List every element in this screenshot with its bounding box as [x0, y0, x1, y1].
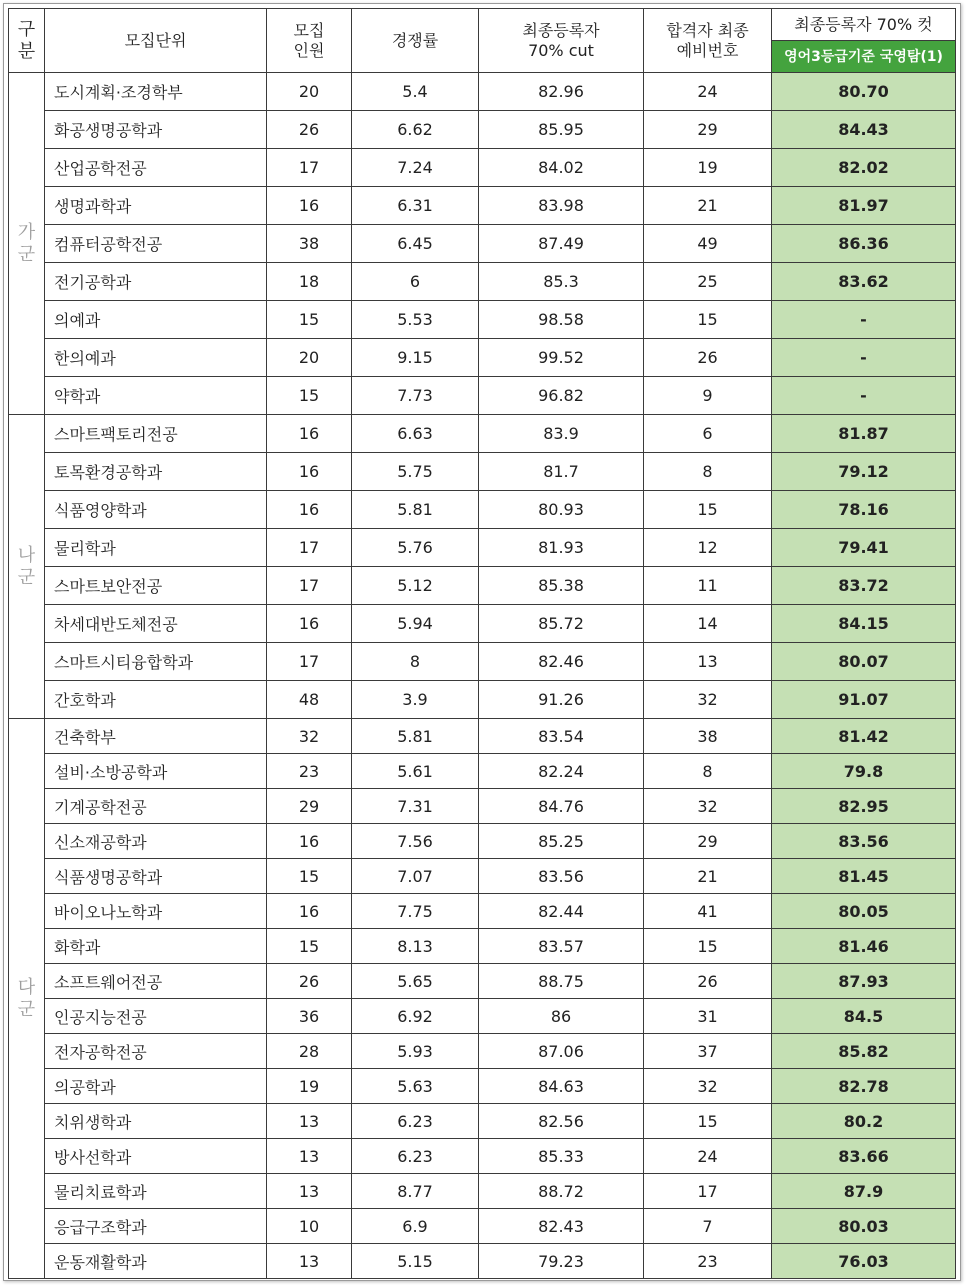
- unit-cell: 스마트팩토리전공: [45, 415, 267, 453]
- cut70-kor-cell: 87.93: [772, 964, 956, 999]
- cut70-cell: 82.46: [479, 643, 644, 681]
- table-row: [9, 567, 956, 605]
- quota-cell: 23: [267, 754, 352, 789]
- group-label: [9, 73, 45, 415]
- header-unit: 모집단위: [45, 9, 267, 73]
- cut70-cell: 98.58: [479, 301, 644, 339]
- header-reserve: [644, 9, 772, 73]
- rate-cell: 7.75: [352, 894, 479, 929]
- cut70-kor-cell: 83.66: [772, 1139, 956, 1174]
- reserve-cell: 14: [644, 605, 772, 643]
- group-label: [9, 719, 45, 1279]
- rate-cell: 6.23: [352, 1139, 479, 1174]
- table-row: [9, 824, 956, 859]
- group-label-char: 군: [17, 998, 36, 1020]
- cut70-cell: 83.56: [479, 859, 644, 894]
- cut70-cell: 99.52: [479, 339, 644, 377]
- reserve-cell: 24: [644, 1139, 772, 1174]
- unit-cell: 간호학과: [45, 681, 267, 719]
- unit-cell: 한의예과: [45, 339, 267, 377]
- cut70-kor-cell: 81.42: [772, 719, 956, 754]
- cut70-cell: 96.82: [479, 377, 644, 415]
- quota-cell: 15: [267, 377, 352, 415]
- quota-cell: 19: [267, 1069, 352, 1104]
- cut70-cell: 85.95: [479, 111, 644, 149]
- unit-cell: 차세대반도체전공: [45, 605, 267, 643]
- group-label-char: 나: [17, 544, 36, 566]
- cut70-cell: 87.49: [479, 225, 644, 263]
- cut70-cell: 85.3: [479, 263, 644, 301]
- table-row: [9, 225, 956, 263]
- quota-cell: 38: [267, 225, 352, 263]
- unit-cell: 의예과: [45, 301, 267, 339]
- reserve-cell: 8: [644, 453, 772, 491]
- table-row: [9, 415, 956, 453]
- reserve-cell: 21: [644, 859, 772, 894]
- reserve-cell: 6: [644, 415, 772, 453]
- unit-cell: 의공학과: [45, 1069, 267, 1104]
- header-cut70: [479, 9, 644, 73]
- cut70-cell: 91.26: [479, 681, 644, 719]
- rate-cell: 6.23: [352, 1104, 479, 1139]
- quota-cell: 15: [267, 929, 352, 964]
- table-row: [9, 1209, 956, 1244]
- unit-cell: 건축학부: [45, 719, 267, 754]
- cut70-cell: 84.63: [479, 1069, 644, 1104]
- table-row: [9, 377, 956, 415]
- header-quota-2: 인원: [293, 40, 325, 60]
- header-cut70-kor: 최종등록자 70% 컷: [772, 9, 956, 41]
- table-row: [9, 529, 956, 567]
- unit-cell: 식품영양학과: [45, 491, 267, 529]
- reserve-cell: 12: [644, 529, 772, 567]
- table-row: [9, 681, 956, 719]
- reserve-cell: 8: [644, 754, 772, 789]
- reserve-cell: 32: [644, 681, 772, 719]
- unit-cell: 신소재공학과: [45, 824, 267, 859]
- reserve-cell: 26: [644, 964, 772, 999]
- reserve-cell: 15: [644, 1104, 772, 1139]
- quota-cell: 26: [267, 111, 352, 149]
- cut70-kor-cell: 83.72: [772, 567, 956, 605]
- table-row: [9, 894, 956, 929]
- rate-cell: 5.65: [352, 964, 479, 999]
- unit-cell: 화학과: [45, 929, 267, 964]
- reserve-cell: 38: [644, 719, 772, 754]
- table-row: [9, 1104, 956, 1139]
- quota-cell: 10: [267, 1209, 352, 1244]
- cut70-cell: 86: [479, 999, 644, 1034]
- cut70-kor-cell: 84.15: [772, 605, 956, 643]
- header-reserve-1: 합격자 최종: [666, 20, 749, 40]
- cut70-kor-cell: -: [772, 301, 956, 339]
- rate-cell: 7.56: [352, 824, 479, 859]
- rate-cell: 5.94: [352, 605, 479, 643]
- quota-cell: 15: [267, 859, 352, 894]
- unit-cell: 물리학과: [45, 529, 267, 567]
- cut70-cell: 82.44: [479, 894, 644, 929]
- cut70-cell: 84.76: [479, 789, 644, 824]
- rate-cell: 7.31: [352, 789, 479, 824]
- cut70-cell: 82.96: [479, 73, 644, 111]
- table-row: [9, 73, 956, 111]
- table-row: [9, 1174, 956, 1209]
- cut70-cell: 87.06: [479, 1034, 644, 1069]
- quota-cell: 13: [267, 1244, 352, 1279]
- rate-cell: 5.81: [352, 491, 479, 529]
- cut70-cell: 82.24: [479, 754, 644, 789]
- header-quota: [267, 9, 352, 73]
- rate-cell: 5.61: [352, 754, 479, 789]
- unit-cell: 전기공학과: [45, 263, 267, 301]
- rate-cell: 5.53: [352, 301, 479, 339]
- cut70-kor-cell: 81.97: [772, 187, 956, 225]
- rate-cell: 5.76: [352, 529, 479, 567]
- unit-cell: 도시계획·조경학부: [45, 73, 267, 111]
- cut70-cell: 81.93: [479, 529, 644, 567]
- cut70-kor-cell: 79.8: [772, 754, 956, 789]
- table-row: [9, 1244, 956, 1279]
- quota-cell: 13: [267, 1104, 352, 1139]
- table-row: [9, 789, 956, 824]
- reserve-cell: 29: [644, 111, 772, 149]
- cut70-kor-cell: 81.87: [772, 415, 956, 453]
- rate-cell: 5.63: [352, 1069, 479, 1104]
- rate-cell: 7.73: [352, 377, 479, 415]
- cut70-kor-cell: 82.95: [772, 789, 956, 824]
- header-gubun-2: 분: [17, 40, 36, 62]
- cut70-kor-cell: -: [772, 377, 956, 415]
- cut70-kor-cell: 80.05: [772, 894, 956, 929]
- quota-cell: 13: [267, 1174, 352, 1209]
- reserve-cell: 15: [644, 491, 772, 529]
- unit-cell: 치위생학과: [45, 1104, 267, 1139]
- unit-cell: 물리치료학과: [45, 1174, 267, 1209]
- group-label-char: 군: [17, 566, 36, 588]
- cut70-kor-cell: 84.5: [772, 999, 956, 1034]
- quota-cell: 16: [267, 453, 352, 491]
- rate-cell: 6: [352, 263, 479, 301]
- cut70-kor-cell: 78.16: [772, 491, 956, 529]
- cut70-kor-cell: -: [772, 339, 956, 377]
- cut70-kor-cell: 79.12: [772, 453, 956, 491]
- cut70-cell: 79.23: [479, 1244, 644, 1279]
- reserve-cell: 15: [644, 301, 772, 339]
- quota-cell: 17: [267, 529, 352, 567]
- cut70-kor-cell: 76.03: [772, 1244, 956, 1279]
- cut70-kor-cell: 80.07: [772, 643, 956, 681]
- cut70-kor-cell: 83.62: [772, 263, 956, 301]
- cut70-cell: 84.02: [479, 149, 644, 187]
- cut70-kor-cell: 83.56: [772, 824, 956, 859]
- cut70-cell: 85.72: [479, 605, 644, 643]
- quota-cell: 13: [267, 1139, 352, 1174]
- cut70-kor-cell: 85.82: [772, 1034, 956, 1069]
- rate-cell: 3.9: [352, 681, 479, 719]
- cut70-kor-cell: 87.9: [772, 1174, 956, 1209]
- table-row: [9, 339, 956, 377]
- rate-cell: 6.62: [352, 111, 479, 149]
- table-body: [9, 73, 956, 1279]
- group-label-char: 가: [17, 221, 36, 243]
- rate-cell: 7.07: [352, 859, 479, 894]
- quota-cell: 17: [267, 643, 352, 681]
- cut70-cell: 83.54: [479, 719, 644, 754]
- unit-cell: 약학과: [45, 377, 267, 415]
- cut70-cell: 88.75: [479, 964, 644, 999]
- table-row: [9, 999, 956, 1034]
- cut70-kor-cell: 84.43: [772, 111, 956, 149]
- table-row: [9, 111, 956, 149]
- reserve-cell: 37: [644, 1034, 772, 1069]
- header-gubun-1: 구: [17, 18, 36, 40]
- cut70-kor-cell: 82.78: [772, 1069, 956, 1104]
- cut70-cell: 85.25: [479, 824, 644, 859]
- table-row: [9, 301, 956, 339]
- table-row: [9, 263, 956, 301]
- cut70-kor-cell: 86.36: [772, 225, 956, 263]
- table-row: [9, 187, 956, 225]
- unit-cell: 설비·소방공학과: [45, 754, 267, 789]
- table-row: [9, 1034, 956, 1069]
- header-reserve-2: 예비번호: [676, 40, 739, 60]
- rate-cell: 7.24: [352, 149, 479, 187]
- quota-cell: 26: [267, 964, 352, 999]
- reserve-cell: 25: [644, 263, 772, 301]
- header-cut70-2: 70% cut: [528, 40, 594, 60]
- rate-cell: 6.31: [352, 187, 479, 225]
- quota-cell: 16: [267, 415, 352, 453]
- cut70-cell: 83.57: [479, 929, 644, 964]
- reserve-cell: 19: [644, 149, 772, 187]
- cut70-cell: 85.33: [479, 1139, 644, 1174]
- table-row: [9, 643, 956, 681]
- reserve-cell: 26: [644, 339, 772, 377]
- rate-cell: 6.9: [352, 1209, 479, 1244]
- cut70-kor-cell: 79.41: [772, 529, 956, 567]
- unit-cell: 방사선학과: [45, 1139, 267, 1174]
- admission-table: [8, 8, 956, 1279]
- reserve-cell: 24: [644, 73, 772, 111]
- cut70-cell: 80.93: [479, 491, 644, 529]
- reserve-cell: 31: [644, 999, 772, 1034]
- unit-cell: 운동재활학과: [45, 1244, 267, 1279]
- reserve-cell: 23: [644, 1244, 772, 1279]
- table-row: [9, 964, 956, 999]
- cut70-cell: 83.9: [479, 415, 644, 453]
- reserve-cell: 41: [644, 894, 772, 929]
- quota-cell: 18: [267, 263, 352, 301]
- unit-cell: 스마트시티융합학과: [45, 643, 267, 681]
- quota-cell: 16: [267, 491, 352, 529]
- reserve-cell: 7: [644, 1209, 772, 1244]
- quota-cell: 16: [267, 894, 352, 929]
- reserve-cell: 9: [644, 377, 772, 415]
- header-cut70-sub: 영어3등급기준 국영탐(1): [772, 41, 956, 73]
- quota-cell: 17: [267, 567, 352, 605]
- unit-cell: 응급구조학과: [45, 1209, 267, 1244]
- reserve-cell: 32: [644, 789, 772, 824]
- cut70-kor-cell: 82.02: [772, 149, 956, 187]
- quota-cell: 16: [267, 605, 352, 643]
- cut70-cell: 82.43: [479, 1209, 644, 1244]
- rate-cell: 5.93: [352, 1034, 479, 1069]
- rate-cell: 5.75: [352, 453, 479, 491]
- reserve-cell: 29: [644, 824, 772, 859]
- cut70-kor-cell: 81.45: [772, 859, 956, 894]
- table-row: [9, 929, 956, 964]
- unit-cell: 전자공학전공: [45, 1034, 267, 1069]
- table-row: [9, 453, 956, 491]
- table-header: [9, 9, 956, 73]
- rate-cell: 8: [352, 643, 479, 681]
- cut70-cell: 83.98: [479, 187, 644, 225]
- reserve-cell: 15: [644, 929, 772, 964]
- rate-cell: 5.81: [352, 719, 479, 754]
- rate-cell: 5.4: [352, 73, 479, 111]
- group-label-char: 다: [17, 976, 36, 998]
- header-cut70-1: 최종등록자: [522, 20, 600, 40]
- group-label: [9, 415, 45, 719]
- rate-cell: 6.92: [352, 999, 479, 1034]
- rate-cell: 9.15: [352, 339, 479, 377]
- cut70-cell: 81.7: [479, 453, 644, 491]
- cut70-kor-cell: 80.2: [772, 1104, 956, 1139]
- quota-cell: 28: [267, 1034, 352, 1069]
- unit-cell: 화공생명공학과: [45, 111, 267, 149]
- unit-cell: 기계공학전공: [45, 789, 267, 824]
- quota-cell: 16: [267, 824, 352, 859]
- reserve-cell: 13: [644, 643, 772, 681]
- cut70-kor-cell: 80.70: [772, 73, 956, 111]
- cut70-cell: 88.72: [479, 1174, 644, 1209]
- quota-cell: 29: [267, 789, 352, 824]
- unit-cell: 컴퓨터공학전공: [45, 225, 267, 263]
- unit-cell: 식품생명공학과: [45, 859, 267, 894]
- unit-cell: 소프트웨어전공: [45, 964, 267, 999]
- cut70-cell: 85.38: [479, 567, 644, 605]
- reserve-cell: 11: [644, 567, 772, 605]
- rate-cell: 6.45: [352, 225, 479, 263]
- unit-cell: 바이오나노학과: [45, 894, 267, 929]
- rate-cell: 8.77: [352, 1174, 479, 1209]
- header-gubun: [9, 9, 45, 73]
- rate-cell: 5.12: [352, 567, 479, 605]
- reserve-cell: 21: [644, 187, 772, 225]
- quota-cell: 32: [267, 719, 352, 754]
- quota-cell: 20: [267, 339, 352, 377]
- rate-cell: 8.13: [352, 929, 479, 964]
- quota-cell: 48: [267, 681, 352, 719]
- unit-cell: 산업공학전공: [45, 149, 267, 187]
- header-rate: 경쟁률: [352, 9, 479, 73]
- group-label-char: 군: [17, 243, 36, 265]
- quota-cell: 36: [267, 999, 352, 1034]
- unit-cell: 인공지능전공: [45, 999, 267, 1034]
- unit-cell: 생명과학과: [45, 187, 267, 225]
- unit-cell: 스마트보안전공: [45, 567, 267, 605]
- reserve-cell: 32: [644, 1069, 772, 1104]
- table-row: [9, 605, 956, 643]
- cut70-kor-cell: 80.03: [772, 1209, 956, 1244]
- table-row: [9, 149, 956, 187]
- unit-cell: 토목환경공학과: [45, 453, 267, 491]
- table-row: [9, 1069, 956, 1104]
- rate-cell: 5.15: [352, 1244, 479, 1279]
- cut70-kor-cell: 81.46: [772, 929, 956, 964]
- table-row: [9, 859, 956, 894]
- quota-cell: 17: [267, 149, 352, 187]
- header-quota-1: 모집: [293, 20, 325, 40]
- table-row: [9, 491, 956, 529]
- reserve-cell: 49: [644, 225, 772, 263]
- cut70-cell: 82.56: [479, 1104, 644, 1139]
- quota-cell: 15: [267, 301, 352, 339]
- cut70-kor-cell: 91.07: [772, 681, 956, 719]
- reserve-cell: 17: [644, 1174, 772, 1209]
- table-row: [9, 754, 956, 789]
- table-row: [9, 1139, 956, 1174]
- rate-cell: 6.63: [352, 415, 479, 453]
- quota-cell: 20: [267, 73, 352, 111]
- table-row: [9, 719, 956, 754]
- quota-cell: 16: [267, 187, 352, 225]
